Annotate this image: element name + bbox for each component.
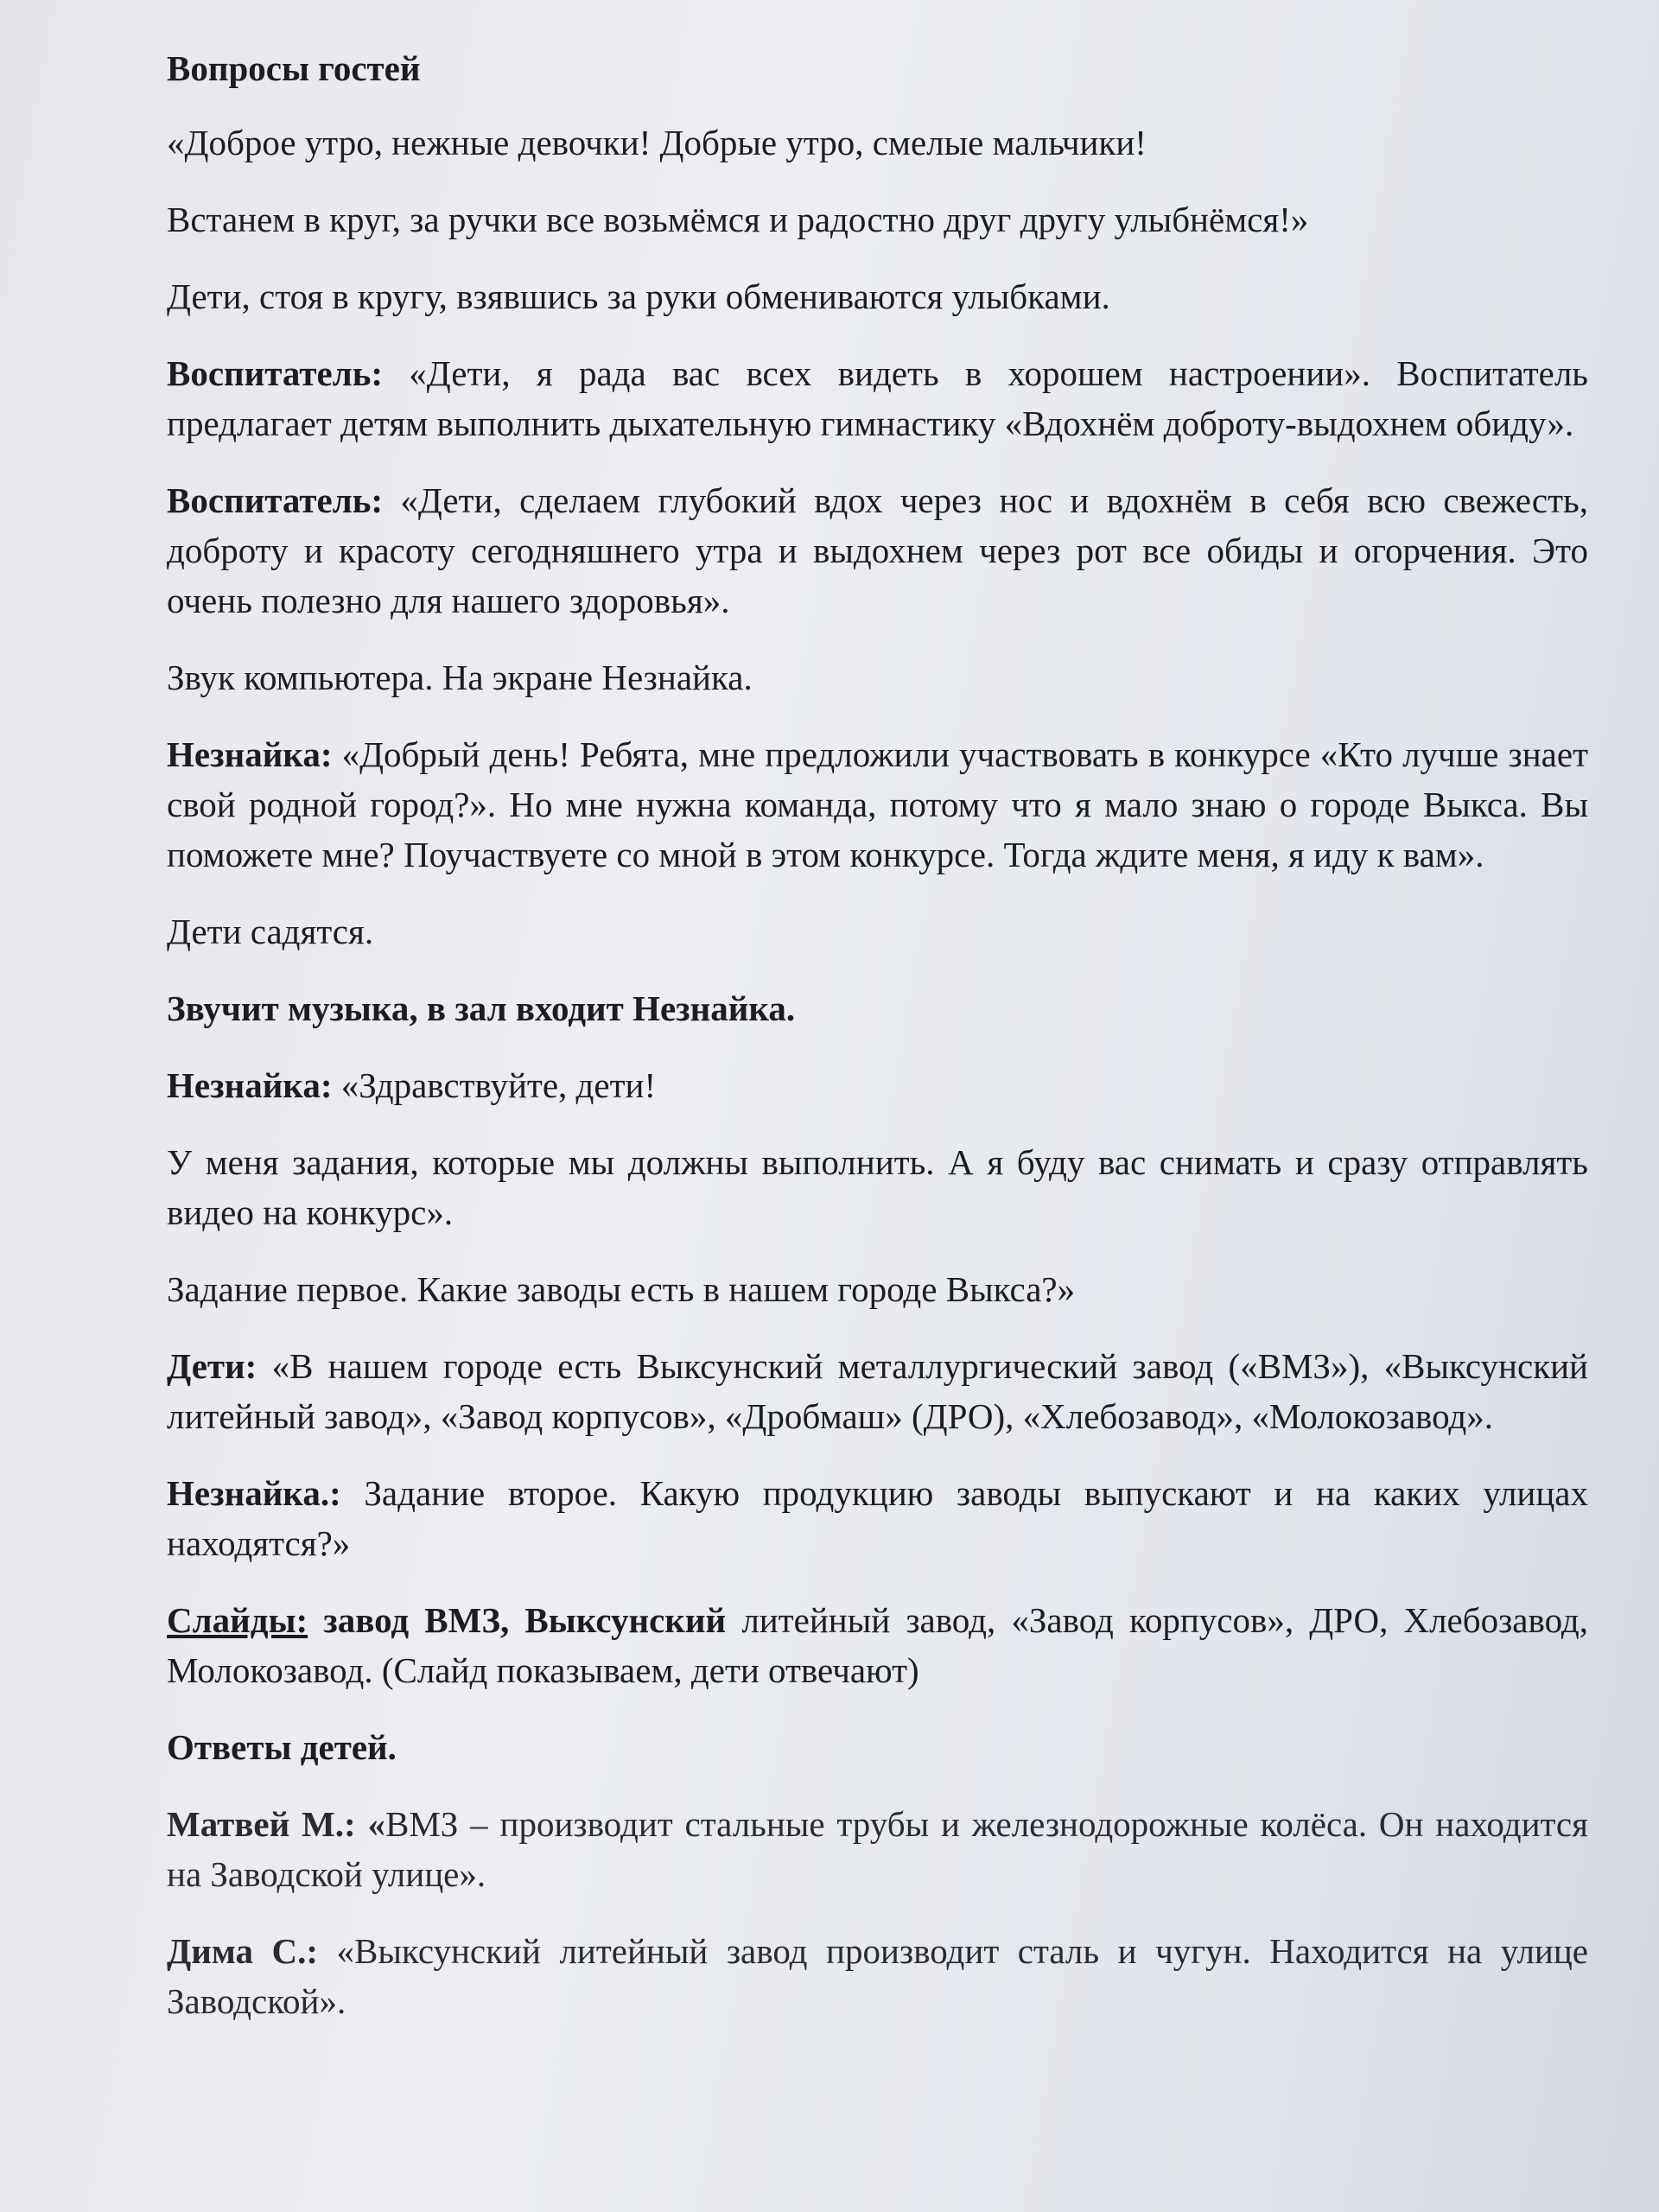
speaker-label: Незнайка:	[167, 1065, 333, 1105]
speaker-label: Дети:	[167, 1346, 257, 1386]
slides-paragraph	[167, 1595, 1588, 1695]
answers-heading: Ответы детей.	[167, 1727, 397, 1767]
speaker-label: Незнайка:	[167, 734, 333, 774]
teacher-greeting-paragraph	[167, 348, 1588, 448]
greeting-line-2: Встанем в круг, за ручки все возьмёмся и радостно друг другу улыбнёмся!»	[167, 200, 1309, 239]
task-two-paragraph	[167, 1468, 1588, 1568]
speaker-label: Матвей М.: «	[167, 1804, 385, 1844]
task-one-paragraph: Задание первое. Какие заводы есть в нашем городе Выкса?»	[167, 1269, 1076, 1309]
speaker-label: Незнайка.:	[167, 1473, 341, 1513]
children-answer-paragraph	[167, 1341, 1588, 1441]
teacher-breathing-paragraph	[167, 475, 1588, 626]
slides-bold-text: завод ВМЗ, Выксунский	[308, 1600, 727, 1640]
paragraph-text: Задание второе. Какую продукцию заводы выпускают и на каких улицах находятся?»	[167, 1473, 1588, 1563]
document-body	[167, 43, 1588, 2053]
stage-direction-sit: Дети садятся.	[167, 912, 374, 951]
matvey-answer-paragraph	[167, 1799, 1588, 1899]
stage-direction-music: Звучит музыка, в зал входит Незнайка.	[167, 988, 796, 1028]
speaker-label: Воспитатель:	[167, 353, 384, 393]
greeting-line-1: «Доброе утро, нежные девочки! Добрые утро, смелые мальчики!	[167, 123, 1147, 162]
paragraph-text: «В нашем городе есть Выксунский металлургический завод («ВМЗ»), «Выксунский литейный завод», «Завод корпусов», «Дробмаш» (ДРО), «Хлебозавод», «Молокозавод».	[167, 1346, 1588, 1436]
paragraph-text: «Выксунский литейный завод производит сталь и чугун. Находится на улице Заводской».	[167, 1931, 1588, 2021]
stage-direction-smiles: Дети, стоя в кругу, взявшись за руки обмениваются улыбками.	[167, 276, 1110, 316]
dima-answer-paragraph	[167, 1926, 1588, 2026]
paragraph-text: «Дети, я рада вас всех видеть в хорошем настроении». Воспитатель предлагает детям выполнить дыхательную гимнастику «Вдохнём доброту-выдохнем обиду».	[167, 353, 1588, 443]
paragraph-text: «Здравствуйте, дети!	[332, 1065, 657, 1105]
stage-direction-computer: Звук компьютера. На экране Незнайка.	[167, 658, 753, 697]
speaker-label: Дима С.:	[167, 1931, 319, 1971]
slides-label: Слайды:	[167, 1600, 308, 1640]
paragraph-text: ВМЗ – производит стальные трубы и железнодорожные колёса. Он находится на Заводской улице».	[167, 1804, 1588, 1894]
paragraph-text: «Дети, сделаем глубокий вдох через нос и вдохнём в себя всю свежесть, доброту и красоту сегодняшнего утра и выдохнем через рот все обиды и огорчения. Это очень полезно для нашего здоровья».	[167, 480, 1588, 620]
speaker-label: Воспитатель:	[167, 480, 384, 520]
section-heading: Вопросы гостей	[167, 48, 421, 88]
neznaika-intro-paragraph	[167, 729, 1588, 880]
paragraph-text: «Добрый день! Ребята, мне предложили участвовать в конкурсе «Кто лучше знает свой родной город?». Но мне нужна команда, потому что я мало знаю о городе Выкса. Вы поможете мне? Поучаствуете со мной в этом конкурсе. Тогда ждите меня, я иду к вам».	[167, 734, 1588, 874]
paragraph-text: литейный завод, «Завод корпусов», ДРО, Хлебозавод, Молокозавод. (Слайд показываем, дети отвечают)	[167, 1600, 1589, 1690]
tasks-paragraph: У меня задания, которые мы должны выполнить. А я буду вас снимать и сразу отправлять видео на конкурс».	[167, 1142, 1588, 1232]
neznaika-hello-paragraph	[167, 1060, 1588, 1110]
